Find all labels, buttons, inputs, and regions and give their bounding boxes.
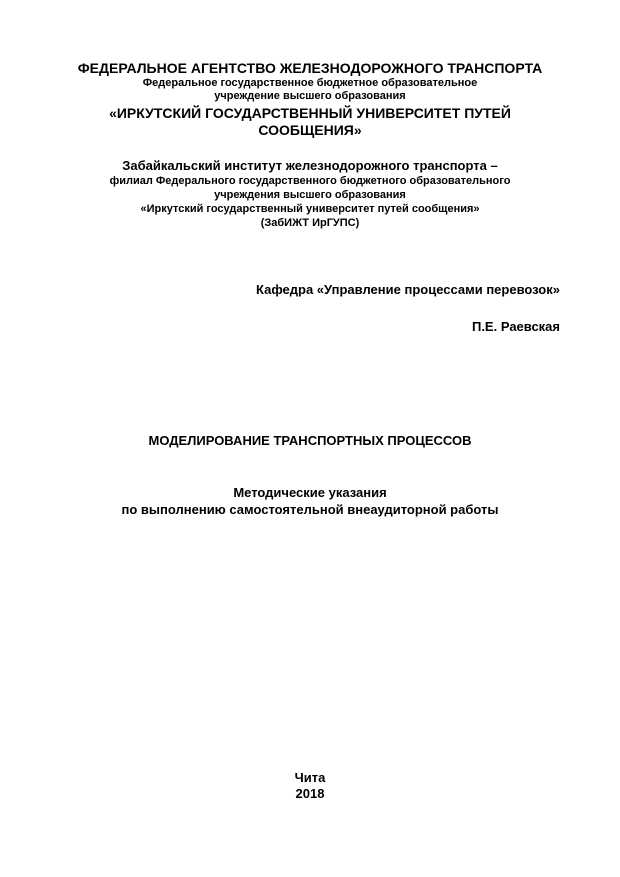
publication-year: 2018 [295,786,325,801]
fgbou-description [0,77,620,103]
author-name: П.Е. Раевская [471,319,560,334]
document-title [0,433,620,449]
fgbou-line-2: учреждение высшего образования [214,90,406,102]
fgbou-line-1: Федеральное государственное бюджетное образовательное [142,77,478,89]
branch-line-2: учреждения высшего образования [214,189,406,201]
branch-line-3: «Иркутский государственный университет путей сообщения» [140,203,480,215]
agency-heading [0,60,620,76]
subtitle-line-2: по выполнению самостоятельной внеаудиторной работы [121,502,499,517]
institute-name [0,158,620,174]
university-line-1: «ИРКУТСКИЙ ГОСУДАРСТВЕННЫЙ УНИВЕРСИТЕТ ПУТЕЙ [109,105,511,121]
document-subtitle [0,484,620,518]
department-name: Кафедра «Управление процессами перевозок» [256,282,560,297]
document-title-text: МОДЕЛИРОВАНИЕ ТРАНСПОРТНЫХ ПРОЦЕССОВ [148,433,472,448]
branch-line-1: филиал Федерального государственного бюджетного образовательного [109,175,511,187]
institute-abbreviation: (ЗабИЖТ ИрГУПС) [260,217,360,229]
institute-title: Забайкальский институт железнодорожного транспорта – [122,158,498,173]
university-name [0,105,620,139]
subtitle-line-1: Методические указания [233,485,387,500]
branch-description [0,174,620,230]
publication-info [0,770,620,802]
publication-city: Чита [294,770,326,785]
agency-name: ФЕДЕРАЛЬНОЕ АГЕНТСТВО ЖЕЛЕЗНОДОРОЖНОГО ТРАНСПОРТА [77,60,543,76]
university-line-2: СООБЩЕНИЯ» [258,122,362,138]
